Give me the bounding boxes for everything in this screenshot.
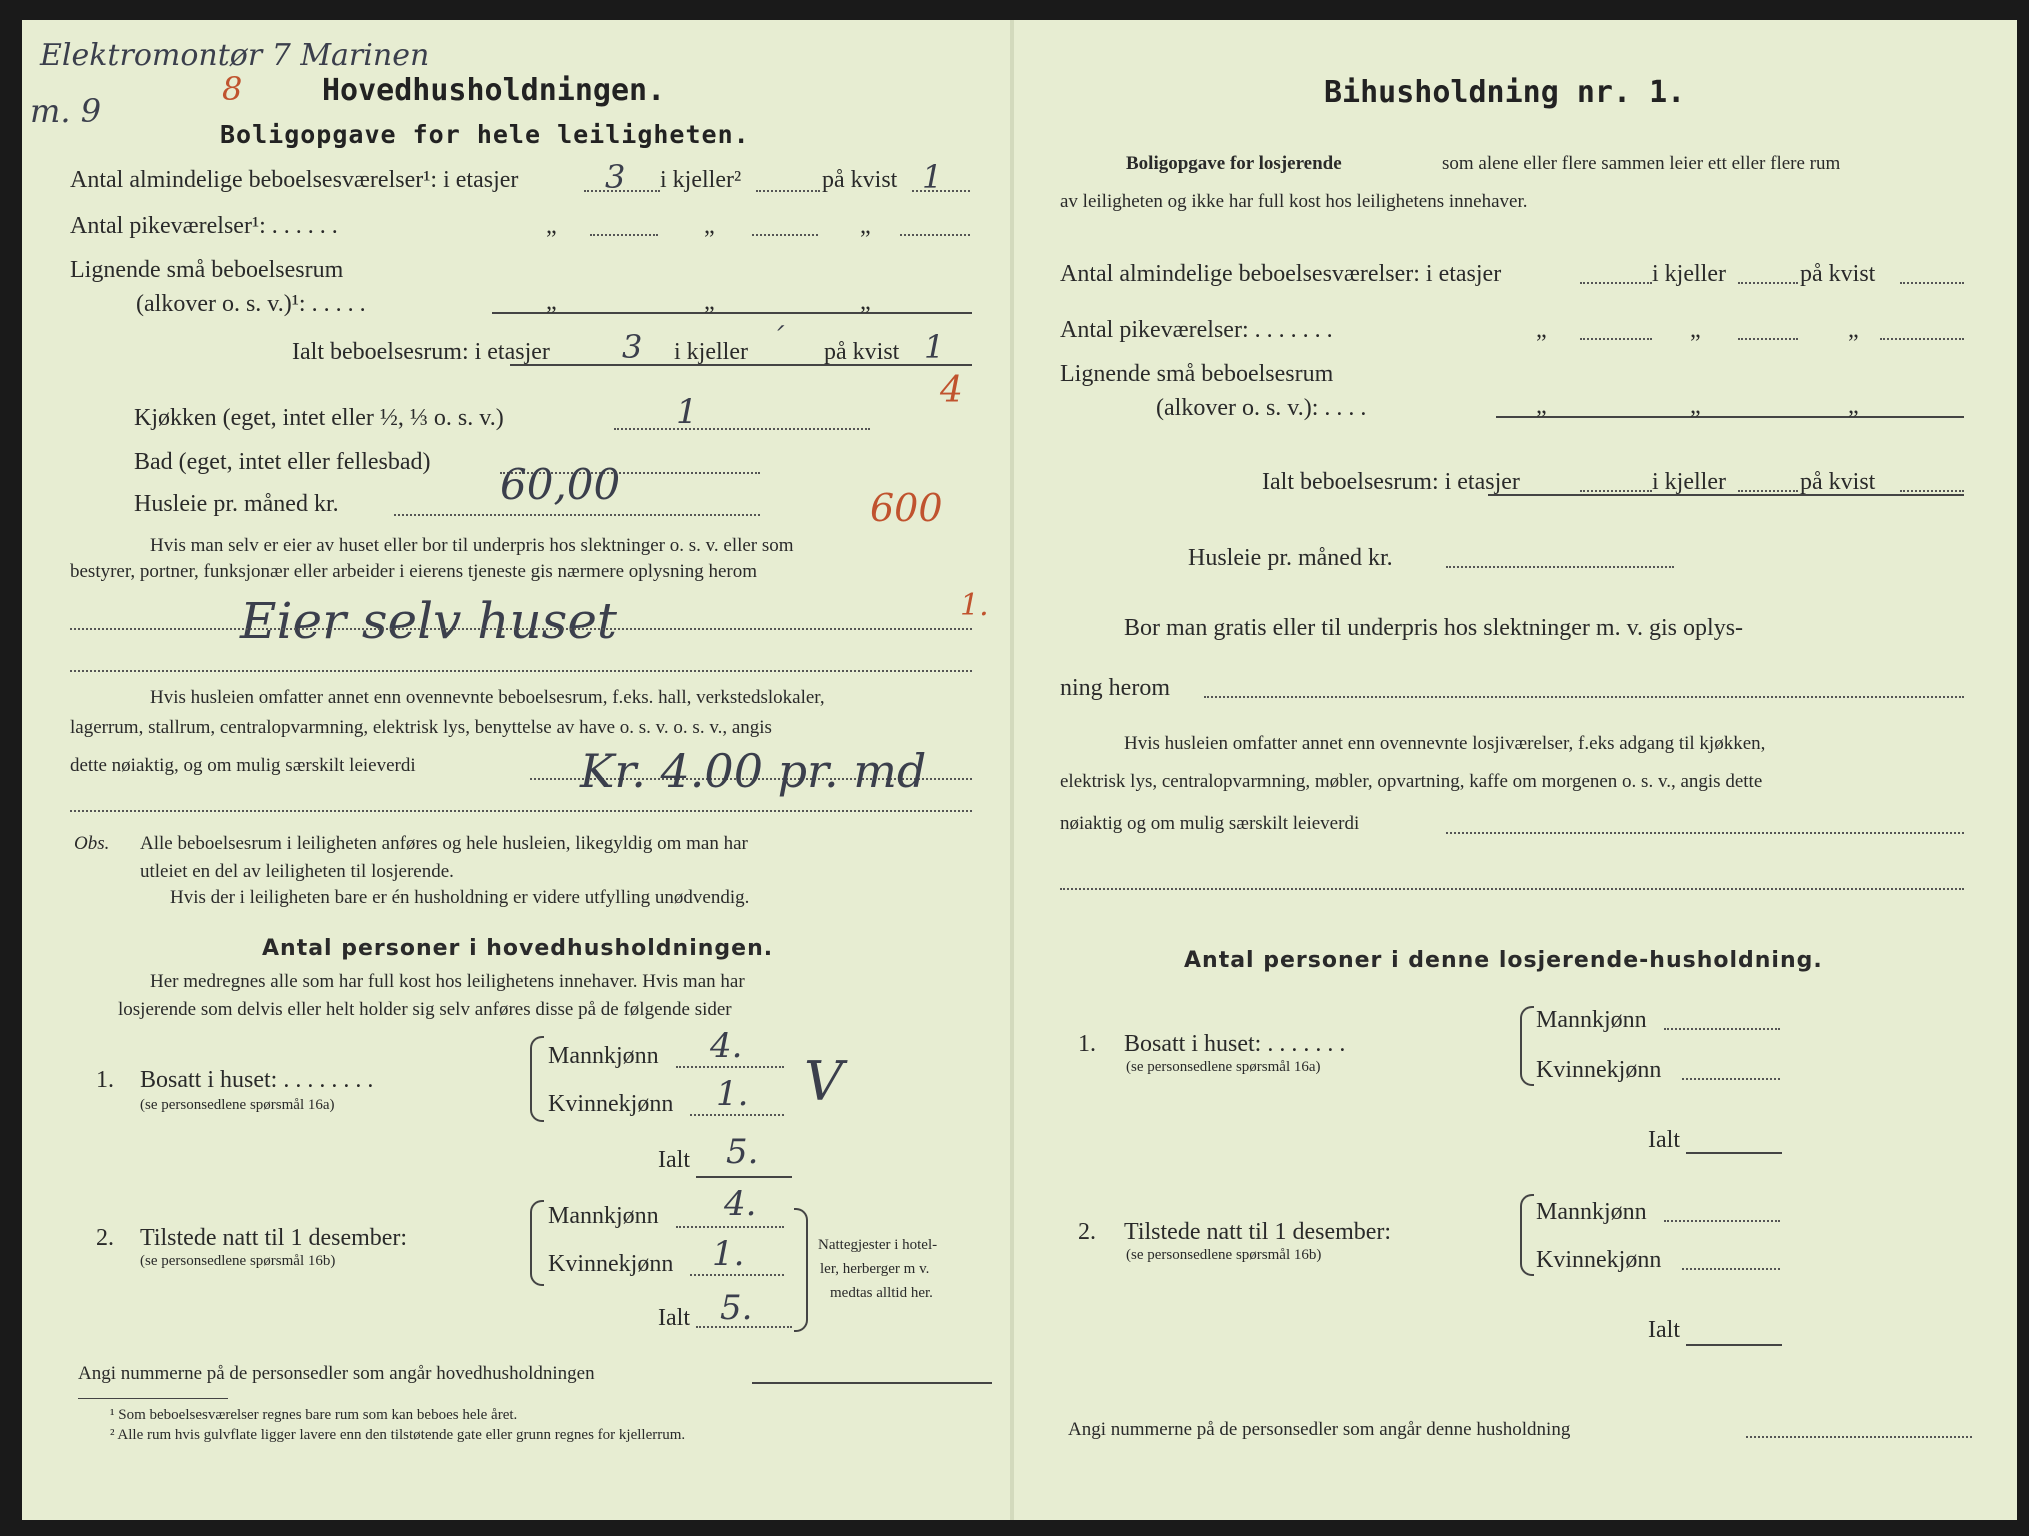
extra-line-2[interactable] [70, 810, 972, 812]
maid-cellar-field[interactable] [590, 234, 658, 236]
obs-label: Obs. [74, 833, 110, 854]
total-red-value: 4 [940, 370, 963, 411]
q1-female-label: Kvinnekjønn [548, 1091, 674, 1117]
rent-field[interactable] [394, 514, 760, 516]
right-free-text-2: ning herom [1060, 675, 1170, 701]
rent-label: Husleie pr. måned kr. [134, 491, 339, 517]
maid-rooms-label: Antal pikeværelser¹: . . . . . . [70, 213, 338, 239]
extra-text-3: dette nøiaktig, og om mulig særskilt leieverdi [70, 755, 416, 776]
right-q1-label: Bosatt i huset: . . . . . . . [1124, 1031, 1346, 1057]
right-q1-total-field[interactable] [1686, 1152, 1782, 1154]
right-extra-text-1: Hvis husleien omfatter annet enn ovennevnte losjiværelser, f.eks adgang til kjøkken, [1124, 733, 1766, 754]
q2-number: 2. [96, 1225, 114, 1251]
right-q1-total-label: Ialt [1648, 1127, 1680, 1153]
small-ditto-3: „ [860, 289, 871, 315]
right-q1-female-field[interactable] [1682, 1078, 1780, 1080]
page-fold [1010, 20, 1014, 1520]
right-total-line [1488, 494, 1964, 496]
q1-male-field[interactable] [676, 1066, 784, 1068]
persons-text-2: losjerende som delvis eller helt holder sig selv anføres disse på de følgende sider [118, 999, 732, 1020]
rent-value: 60,00 [500, 460, 621, 509]
q2-total-value: 5. [720, 1288, 753, 1328]
q2-brace [530, 1200, 544, 1286]
small-ditto-2: „ [704, 289, 715, 315]
right-q2-female-field[interactable] [1682, 1268, 1780, 1270]
night-note-1: Nattegjester i hotel- [818, 1237, 938, 1253]
q2-sub: (se personsedlene spørsmål 16b) [140, 1253, 336, 1269]
rooms-attic-value: 1 [922, 158, 943, 196]
extra-text-2: lagerrum, stallrum, centralopvarmning, elektrisk lys, benyttelse av have o. s. v. o. s. v., angis [70, 717, 772, 738]
total-cellar-value: ´ [770, 322, 784, 355]
right-small-ditto-2: „ [1690, 393, 1701, 419]
right-maid-extra-field[interactable] [1880, 338, 1964, 340]
right-q1-number: 1. [1078, 1031, 1096, 1057]
right-rooms-attic-label: på kvist [1800, 261, 1876, 287]
q1-female-field[interactable] [690, 1114, 784, 1116]
small-rooms-label-2: (alkover o. s. v.)¹: . . . . . [136, 291, 366, 317]
q1-total-label: Ialt [658, 1147, 690, 1173]
right-q1-sub: (se personsedlene spørsmål 16a) [1126, 1059, 1321, 1075]
persons-title: Antal personer i hovedhusholdningen. [262, 936, 774, 961]
right-intro-2: av leiligheten og ikke har full kost hos leilighetens innehaver. [1060, 191, 1528, 212]
right-rooms-label: Antal almindelige beboelsesværelser: i etasjer [1060, 261, 1502, 287]
bath-label: Bad (eget, intet eller fellesbad) [134, 449, 431, 475]
q2-female-value: 1. [712, 1234, 745, 1274]
right-small-ditto-3: „ [1848, 393, 1859, 419]
right-maid-ditto-3: „ [1848, 317, 1859, 343]
persons-text-1: Her medregnes alle som har full kost hos leilighetens innehaver. Hvis man har [150, 971, 745, 992]
right-maid-cellar-field[interactable] [1580, 338, 1652, 340]
handwritten-red-number: 8 [222, 70, 243, 108]
page-title: Hovedhusholdningen. [322, 73, 666, 108]
right-q2-total-field[interactable] [1686, 1344, 1782, 1346]
right-maid-ditto-1: „ [1536, 317, 1547, 343]
right-small-rooms-sum-line [1496, 416, 1964, 418]
q2-male-field[interactable] [676, 1226, 784, 1228]
right-page-title: Bihusholdning nr. 1. [1324, 75, 1686, 110]
maid-ditto-3: „ [860, 213, 871, 239]
maid-attic-field[interactable] [752, 234, 818, 236]
rooms-cellar-field[interactable] [756, 190, 820, 192]
owner-mark: 1. [960, 588, 989, 623]
extra-value: Kr. 4.00 pr. md [580, 744, 927, 798]
handwritten-occupation: Elektromontør 7 Marinen [40, 38, 430, 73]
q1-total-field[interactable] [696, 1176, 792, 1178]
total-attic-label: på kvist [824, 339, 900, 365]
q1-brace [530, 1036, 544, 1122]
handwritten-m-number: m. 9 [30, 92, 102, 130]
right-rooms-attic-field[interactable] [1900, 282, 1964, 284]
right-small-ditto-1: „ [1536, 393, 1547, 419]
q2-female-field[interactable] [690, 1274, 784, 1276]
q1-total-value: 5. [726, 1132, 759, 1172]
right-q2-label: Tilstede natt til 1 desember: [1124, 1219, 1392, 1245]
right-q1-female-label: Kvinnekjønn [1536, 1057, 1662, 1083]
right-q2-male-field[interactable] [1664, 1220, 1780, 1222]
q2-male-value: 4. [724, 1184, 757, 1224]
right-intro-1: som alene eller flere sammen leier ett eller flere rum [1442, 153, 1841, 174]
owner-line-1[interactable] [70, 628, 972, 630]
right-free-text-1: Bor man gratis eller til underpris hos slektninger m. v. gis oplys- [1124, 615, 1744, 641]
owner-info-value: Eier selv huset [240, 592, 618, 650]
q1-number: 1. [96, 1067, 114, 1093]
night-note-brace [794, 1208, 808, 1332]
obs-text-2: utleiet en del av leiligheten til losjerende. [140, 861, 454, 882]
q1-male-label: Mannkjønn [548, 1043, 659, 1069]
check-mark: V [804, 1050, 843, 1113]
right-q2-male-label: Mannkjønn [1536, 1199, 1647, 1225]
right-total-floor-field[interactable] [1580, 490, 1652, 492]
owner-text-2: bestyrer, portner, funksjonær eller arbeider i eierens tjeneste gis nærmere oplysning herom [70, 561, 758, 582]
small-ditto-1: „ [546, 289, 557, 315]
night-note-2: ler, herberger m v. [820, 1261, 930, 1277]
right-q2-total-label: Ialt [1648, 1317, 1680, 1343]
right-small-rooms-label-2: (alkover o. s. v.): . . . . [1156, 395, 1367, 421]
q1-label: Bosatt i huset: . . . . . . . . [140, 1067, 374, 1093]
right-rent-label: Husleie pr. måned kr. [1188, 545, 1393, 571]
extra-text-1: Hvis husleien omfatter annet enn ovennevnte beboelsesrum, f.eks. hall, verkstedslokaler, [150, 687, 825, 708]
right-total-cellar-label: i kjeller [1652, 469, 1726, 495]
right-maid-attic-field[interactable] [1738, 338, 1798, 340]
kitchen-field[interactable] [614, 428, 870, 430]
right-q2-female-label: Kvinnekjønn [1536, 1247, 1662, 1273]
night-note-3: medtas alltid her. [830, 1285, 933, 1301]
total-rooms-line [510, 364, 972, 366]
small-rooms-label: Lignende små beboelsesrum [70, 257, 344, 283]
q1-male-value: 4. [710, 1026, 743, 1066]
rooms-attic-label: på kvist [822, 167, 898, 193]
obs-text-1: Alle beboelsesrum i leiligheten anføres og hele husleien, likegyldig om man har [140, 833, 748, 854]
right-extra-field[interactable] [1446, 832, 1964, 834]
rooms-floor-value: 3 [605, 158, 626, 196]
kitchen-value: 1 [676, 392, 698, 432]
maid-ditto-1: „ [546, 213, 557, 239]
q2-male-label: Mannkjønn [548, 1203, 659, 1229]
maid-extra-field[interactable] [900, 234, 970, 236]
right-rooms-floor-field[interactable] [1580, 282, 1652, 284]
right-rent-field[interactable] [1446, 566, 1674, 568]
total-attic-value: 1 [924, 328, 945, 366]
maid-ditto-2: „ [704, 213, 715, 239]
right-q1-male-label: Mannkjønn [1536, 1007, 1647, 1033]
q1-sub: (se personsedlene spørsmål 16a) [140, 1097, 335, 1113]
rent-red-value: 600 [870, 486, 943, 530]
right-rooms-cellar-label: i kjeller [1652, 261, 1726, 287]
right-maid-label: Antal pikeværelser: . . . . . . . [1060, 317, 1333, 343]
numbers-field[interactable] [752, 1382, 992, 1384]
right-q2-sub: (se personsedlene spørsmål 16b) [1126, 1247, 1322, 1263]
small-rooms-sum-line [492, 312, 972, 314]
footnote-rule [78, 1398, 228, 1399]
right-q1-brace [1520, 1006, 1534, 1086]
obs-text-3: Hvis der i leiligheten bare er én husholdning er videre utfylling unødvendig. [170, 887, 750, 908]
page-subtitle: Boligopgave for hele leiligheten. [220, 120, 750, 149]
q2-total-label: Ialt [658, 1305, 690, 1331]
total-cellar-label: i kjeller [674, 339, 748, 365]
owner-text-1: Hvis man selv er eier av huset eller bor til underpris hos slektninger o. s. v. eller som [150, 535, 794, 556]
numbers-label: Angi nummerne på de personsedler som angår hovedhusholdningen [78, 1363, 595, 1384]
rooms-cellar-label: i kjeller² [660, 167, 742, 193]
q2-female-label: Kvinnekjønn [548, 1251, 674, 1277]
right-small-rooms-label: Lignende små beboelsesrum [1060, 361, 1334, 387]
kitchen-label: Kjøkken (eget, intet eller ½, ⅓ o. s. v.) [134, 405, 504, 431]
right-intro-bold: Boligopgave for losjerende [1126, 153, 1342, 174]
footnote-2: ² Alle rum hvis gulvflate ligger lavere enn den tilstøtende gate eller grunn regnes for kjellerrum. [110, 1427, 686, 1443]
right-extra-text-3: nøiaktig og om mulig særskilt leieverdi [1060, 813, 1360, 834]
q1-female-value: 1. [716, 1074, 749, 1114]
right-rooms-cellar-field[interactable] [1738, 282, 1798, 284]
total-floor-value: 3 [622, 328, 643, 366]
right-persons-title: Antal personer i denne losjerende-husholdning. [1184, 948, 1823, 973]
right-total-label: Ialt beboelsesrum: i etasjer [1262, 469, 1520, 495]
right-total-attic-label: på kvist [1800, 469, 1876, 495]
right-maid-ditto-2: „ [1690, 317, 1701, 343]
right-numbers-field[interactable] [1746, 1436, 1972, 1438]
owner-line-2[interactable] [70, 670, 972, 672]
right-total-attic-field[interactable] [1900, 490, 1964, 492]
right-q2-number: 2. [1078, 1219, 1096, 1245]
total-rooms-label: Ialt beboelsesrum: i etasjer [292, 339, 550, 365]
footnote-1: ¹ Som beboelsesværelser regnes bare rum som kan beboes hele året. [110, 1407, 518, 1423]
right-extra-text-2: elektrisk lys, centralopvarmning, møbler, opvartning, kaffe om morgenen o. s. v., angis dette [1060, 771, 1763, 792]
right-q1-male-field[interactable] [1664, 1028, 1780, 1030]
right-free-field[interactable] [1204, 696, 1964, 698]
right-q2-brace [1520, 1194, 1534, 1276]
q2-label: Tilstede natt til 1 desember: [140, 1225, 408, 1251]
right-numbers-label: Angi nummerne på de personsedler som angår denne husholdning [1068, 1419, 1571, 1440]
rooms-label: Antal almindelige beboelsesværelser¹: i etasjer [70, 167, 519, 193]
right-extra-line-2[interactable] [1060, 888, 1964, 890]
right-total-cellar-field[interactable] [1738, 490, 1798, 492]
